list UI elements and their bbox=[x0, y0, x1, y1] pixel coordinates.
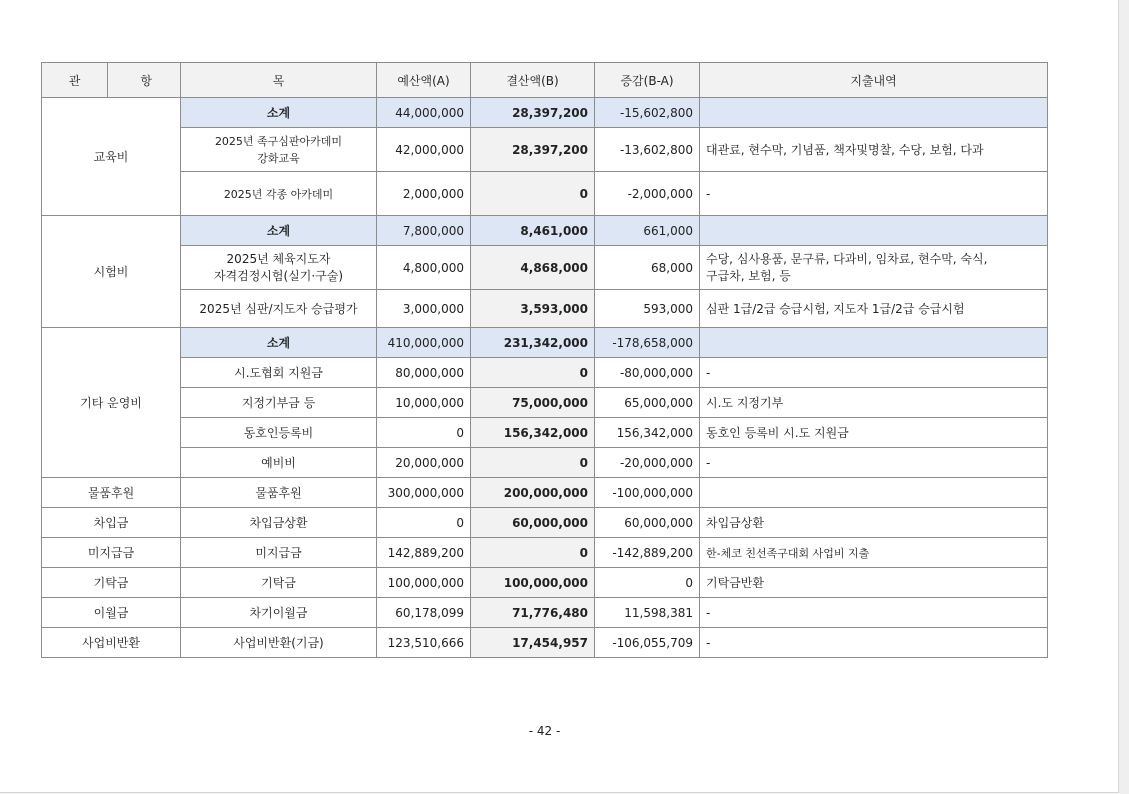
header-hang: 항 bbox=[108, 63, 181, 98]
settlement-cell: 71,776,480 bbox=[471, 598, 595, 628]
detail-cell bbox=[700, 478, 1048, 508]
diff-cell: 68,000 bbox=[595, 246, 700, 290]
table-row bbox=[42, 388, 1048, 418]
item-label: 지정기부금 등 bbox=[181, 388, 377, 418]
detail-cell: 대관료, 현수막, 기념품, 책자및명찰, 수당, 보험, 다과 bbox=[700, 128, 1048, 172]
settlement-cell: 0 bbox=[471, 358, 595, 388]
detail-cell: 심판 1급/2급 승급시험, 지도자 1급/2급 승급시험 bbox=[700, 290, 1048, 328]
budget-cell: 0 bbox=[377, 418, 471, 448]
item-label: 사업비반환(기금) bbox=[181, 628, 377, 658]
category-cell: 사업비반환 bbox=[42, 628, 181, 658]
table-row bbox=[42, 568, 1048, 598]
settlement-cell: 0 bbox=[471, 538, 595, 568]
detail-cell: 차입금상환 bbox=[700, 508, 1048, 538]
settlement-cell: 8,461,000 bbox=[471, 216, 595, 246]
detail-cell bbox=[700, 328, 1048, 358]
table-row bbox=[42, 448, 1048, 478]
item-label: 물품후원 bbox=[181, 478, 377, 508]
table-row-subtotal bbox=[42, 328, 1048, 358]
category-cell: 물품후원 bbox=[42, 478, 181, 508]
diff-cell: -178,658,000 bbox=[595, 328, 700, 358]
diff-cell: 11,598,381 bbox=[595, 598, 700, 628]
diff-cell: -15,602,800 bbox=[595, 98, 700, 128]
item-label bbox=[181, 246, 377, 290]
table-row bbox=[42, 290, 1048, 328]
budget-cell: 3,000,000 bbox=[377, 290, 471, 328]
table-row bbox=[42, 418, 1048, 448]
budget-cell: 10,000,000 bbox=[377, 388, 471, 418]
item-label-line: 2025년 체육지도자 bbox=[226, 251, 331, 266]
table-row-subtotal bbox=[42, 98, 1048, 128]
detail-line: 수당, 심사용품, 문구류, 다과비, 임차료, 현수막, 숙식, bbox=[706, 251, 988, 266]
detail-cell: 시.도 지정기부 bbox=[700, 388, 1048, 418]
budget-cell: 100,000,000 bbox=[377, 568, 471, 598]
diff-cell: 60,000,000 bbox=[595, 508, 700, 538]
subtotal-label: 소계 bbox=[181, 216, 377, 246]
table-row bbox=[42, 478, 1048, 508]
header-detail: 지출내역 bbox=[700, 63, 1048, 98]
settlement-cell: 28,397,200 bbox=[471, 98, 595, 128]
diff-cell: -20,000,000 bbox=[595, 448, 700, 478]
budget-cell: 123,510,666 bbox=[377, 628, 471, 658]
header-budget: 예산액(A) bbox=[377, 63, 471, 98]
detail-cell: - bbox=[700, 172, 1048, 216]
subtotal-label: 소계 bbox=[181, 328, 377, 358]
category-cell: 미지급금 bbox=[42, 538, 181, 568]
budget-cell: 20,000,000 bbox=[377, 448, 471, 478]
table-row bbox=[42, 246, 1048, 290]
category-exam: 시험비 bbox=[42, 216, 181, 328]
budget-cell: 7,800,000 bbox=[377, 216, 471, 246]
budget-settlement-table bbox=[41, 62, 1048, 658]
settlement-cell: 200,000,000 bbox=[471, 478, 595, 508]
detail-cell: 동호인 등록비 시.도 지원금 bbox=[700, 418, 1048, 448]
detail-cell: - bbox=[700, 358, 1048, 388]
diff-cell: -13,602,800 bbox=[595, 128, 700, 172]
table-row bbox=[42, 538, 1048, 568]
settlement-cell: 4,868,000 bbox=[471, 246, 595, 290]
budget-cell: 60,178,099 bbox=[377, 598, 471, 628]
budget-cell: 4,800,000 bbox=[377, 246, 471, 290]
table-row bbox=[42, 598, 1048, 628]
table-row bbox=[42, 128, 1048, 172]
detail-cell: 한-체코 친선족구대회 사업비 지출 bbox=[700, 538, 1048, 568]
diff-cell: -80,000,000 bbox=[595, 358, 700, 388]
table-row-subtotal bbox=[42, 216, 1048, 246]
header-gwan: 관 bbox=[42, 63, 108, 98]
settlement-cell: 100,000,000 bbox=[471, 568, 595, 598]
budget-cell: 44,000,000 bbox=[377, 98, 471, 128]
detail-line: 구급차, 보험, 등 bbox=[706, 268, 791, 283]
item-label-line: 자격검정시험(실기·구술) bbox=[213, 268, 344, 283]
item-label: 기탁금 bbox=[181, 568, 377, 598]
table-row bbox=[42, 172, 1048, 216]
subtotal-label: 소계 bbox=[181, 98, 377, 128]
table-row bbox=[42, 628, 1048, 658]
category-cell: 기탁금 bbox=[42, 568, 181, 598]
settlement-cell: 28,397,200 bbox=[471, 128, 595, 172]
item-label: 미지급금 bbox=[181, 538, 377, 568]
budget-cell: 142,889,200 bbox=[377, 538, 471, 568]
item-label: 시.도협회 지원금 bbox=[181, 358, 377, 388]
diff-cell: 65,000,000 bbox=[595, 388, 700, 418]
header-diff: 증감(B-A) bbox=[595, 63, 700, 98]
item-label: 예비비 bbox=[181, 448, 377, 478]
category-cell: 이월금 bbox=[42, 598, 181, 628]
settlement-cell: 0 bbox=[471, 448, 595, 478]
diff-cell: -2,000,000 bbox=[595, 172, 700, 216]
budget-cell: 300,000,000 bbox=[377, 478, 471, 508]
viewer-gutter bbox=[1119, 0, 1129, 794]
detail-cell bbox=[700, 98, 1048, 128]
table-header-row bbox=[42, 63, 1048, 98]
item-label-line: 강화교육 bbox=[257, 151, 300, 165]
budget-cell: 80,000,000 bbox=[377, 358, 471, 388]
item-label: 2025년 각종 아카데미 bbox=[181, 172, 377, 216]
page-number: - 42 - bbox=[528, 724, 561, 738]
detail-cell: 기탁금반환 bbox=[700, 568, 1048, 598]
diff-cell: -100,000,000 bbox=[595, 478, 700, 508]
category-education: 교육비 bbox=[42, 98, 181, 216]
detail-cell: - bbox=[700, 598, 1048, 628]
settlement-cell: 60,000,000 bbox=[471, 508, 595, 538]
detail-cell bbox=[700, 216, 1048, 246]
settlement-cell: 231,342,000 bbox=[471, 328, 595, 358]
detail-cell: - bbox=[700, 448, 1048, 478]
settlement-cell: 3,593,000 bbox=[471, 290, 595, 328]
diff-cell: 593,000 bbox=[595, 290, 700, 328]
item-label bbox=[181, 128, 377, 172]
budget-cell: 2,000,000 bbox=[377, 172, 471, 216]
category-cell: 차입금 bbox=[42, 508, 181, 538]
header-settlement: 결산액(B) bbox=[471, 63, 595, 98]
budget-cell: 410,000,000 bbox=[377, 328, 471, 358]
settlement-cell: 75,000,000 bbox=[471, 388, 595, 418]
diff-cell: -142,889,200 bbox=[595, 538, 700, 568]
category-operations: 기타 운영비 bbox=[42, 328, 181, 478]
budget-cell: 42,000,000 bbox=[377, 128, 471, 172]
item-label: 동호인등록비 bbox=[181, 418, 377, 448]
diff-cell: 0 bbox=[595, 568, 700, 598]
diff-cell: 156,342,000 bbox=[595, 418, 700, 448]
table-row bbox=[42, 358, 1048, 388]
table-row bbox=[42, 508, 1048, 538]
budget-cell: 0 bbox=[377, 508, 471, 538]
detail-cell: - bbox=[700, 628, 1048, 658]
item-label: 2025년 심판/지도자 승급평가 bbox=[181, 290, 377, 328]
item-label-line: 2025년 족구심판아카데미 bbox=[214, 134, 343, 148]
item-label: 차입금상환 bbox=[181, 508, 377, 538]
detail-cell bbox=[700, 246, 1048, 290]
settlement-cell: 17,454,957 bbox=[471, 628, 595, 658]
item-label: 차기이월금 bbox=[181, 598, 377, 628]
settlement-cell: 156,342,000 bbox=[471, 418, 595, 448]
diff-cell: -106,055,709 bbox=[595, 628, 700, 658]
diff-cell: 661,000 bbox=[595, 216, 700, 246]
header-mok: 목 bbox=[181, 63, 377, 98]
settlement-cell: 0 bbox=[471, 172, 595, 216]
